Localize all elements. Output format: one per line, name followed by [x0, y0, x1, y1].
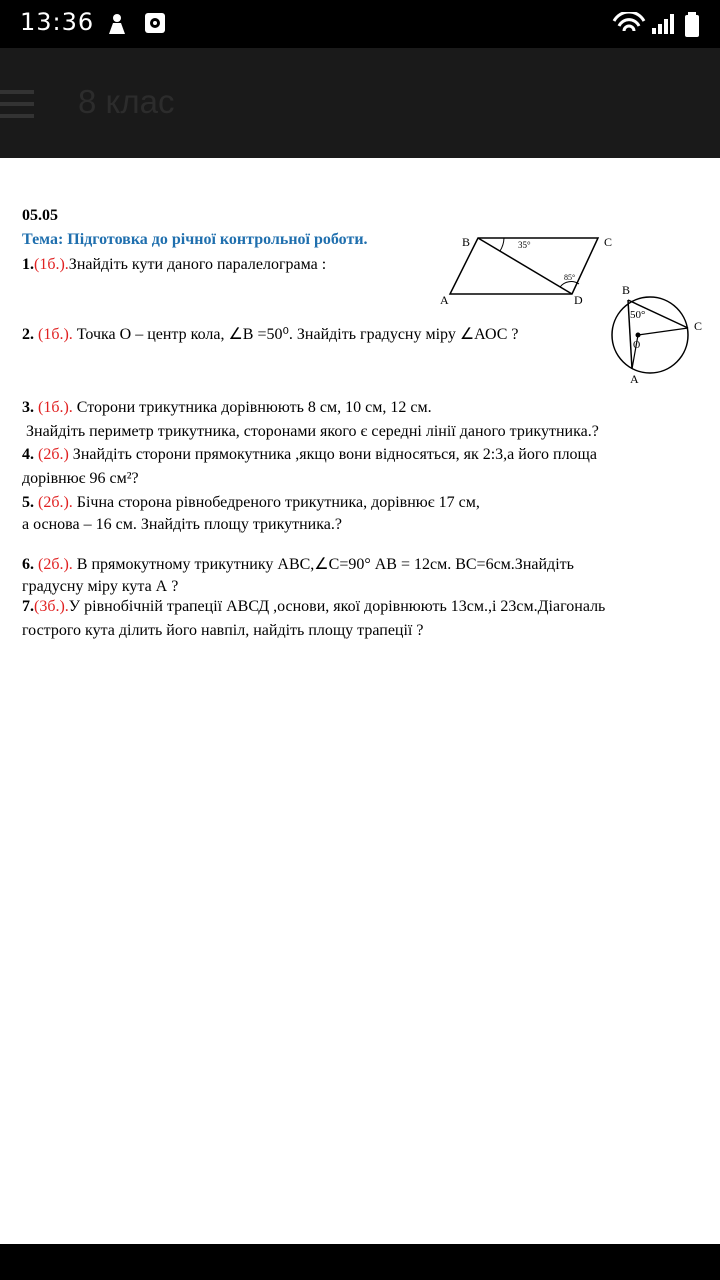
status-bar [0, 0, 720, 48]
document-topic: Тема: Підготовка до річної контрольної роботи. [22, 231, 368, 248]
question-3: 3. (1б.). Сторони трикутника дорівнюють 8 см, 10 см, 12 см. [22, 399, 432, 416]
parallelogram-label-a: A [440, 293, 449, 307]
app-bar [0, 48, 720, 158]
signal-icon [650, 12, 676, 36]
document-date: 05.05 [22, 207, 58, 224]
question-2: 2. (1б.). Точка О – центр кола, ∠В =50⁰. Знайдіть градусну міру ∠АОС ? [22, 326, 519, 343]
circle-label-a: A [630, 372, 639, 386]
question-7: 7.(3б.).У рівнобічній трапеції АВСД ,основи, якої дорівнюють 13см.,і 23см.Діагональ [22, 598, 606, 615]
question-3-line-2: Знайдіть периметр трикутника, сторонами якого є середні лінії даного трикутника.? [26, 423, 599, 440]
parallelogram-label-d: D [574, 293, 583, 307]
navigation-bar [0, 1244, 720, 1280]
question-6: 6. (2б.). В прямокутному трикутнику АВС,∠С=90° АВ = 12см. ВС=6см.Знайдіть [22, 556, 574, 573]
circle-label-c: C [694, 319, 703, 333]
parallelogram-angle-85: 85° [564, 273, 576, 282]
wifi-icon [612, 12, 648, 38]
question-4-line-2: дорівнює 96 см²? [22, 470, 139, 487]
question-4: 4. (2б.) Знайдіть сторони прямокутника ,якщо вони відносяться, як 2:3,а його площа [22, 446, 597, 463]
battery-icon [684, 12, 700, 38]
document-image [0, 158, 720, 1244]
circle-label-o: O [633, 340, 641, 351]
circle-figure [610, 282, 710, 390]
question-5: 5. (2б.). Бічна сторона рівнобедреного трикутника, дорівнює 17 см, [22, 494, 480, 511]
question-1: 1.(1б.).Знайдіть кути даного паралелограма : [22, 256, 327, 273]
status-time: 13:36 [20, 8, 95, 36]
parallelogram-figure [436, 230, 626, 312]
menu-icon[interactable] [0, 90, 34, 118]
question-6-line-2: градусну міру кута А ? [22, 578, 179, 595]
question-5-line-2: а основа – 16 см. Знайдіть площу трикутника.? [22, 516, 342, 533]
parallelogram-angle-35: 35° [518, 240, 531, 250]
app-title: 8 клас [78, 83, 175, 120]
parallelogram-label-b: B [462, 235, 471, 249]
circle-label-b: B [622, 283, 631, 297]
parallelogram-label-c: C [604, 235, 613, 249]
notification-icon [106, 12, 128, 36]
app-notification-icon [144, 12, 166, 34]
question-7-line-2: гострого кута ділить його навпіл, найдіть площу трапеції ? [22, 622, 424, 639]
circle-angle-50: 50° [630, 309, 646, 321]
